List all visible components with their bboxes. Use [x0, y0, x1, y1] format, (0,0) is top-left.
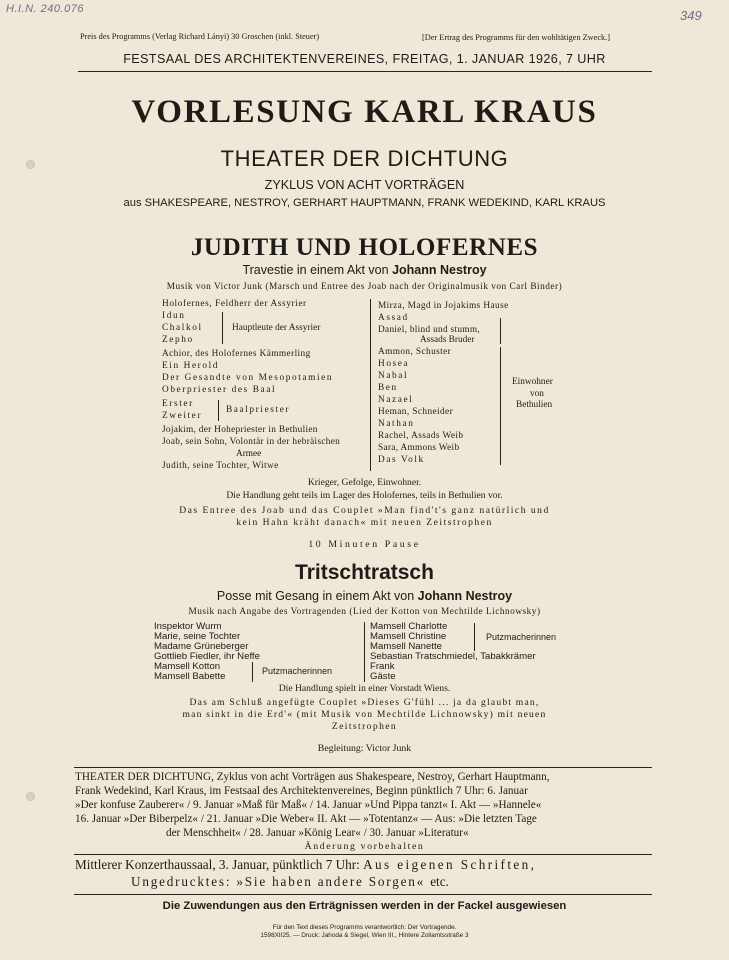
top-rule — [78, 71, 652, 72]
intermission: 10 Minuten Pause — [308, 539, 421, 550]
cast-gaeste: Gäste — [370, 671, 396, 682]
play2-author: Johann Nestroy — [417, 589, 513, 603]
cast-joab: Joab, sein Sohn, Volontär in der hebräischen — [162, 437, 341, 447]
einwohner-label-2: von — [530, 389, 544, 399]
concert-line-2 — [131, 874, 449, 890]
cast-volk: Das Volk — [378, 455, 425, 465]
play2-title: Tritschtratsch — [295, 561, 434, 584]
cast-joab-cont: Armee — [236, 449, 262, 459]
cast-christine: Mamsell Christine — [370, 631, 447, 642]
einwohner-label-3: Bethulien — [516, 400, 553, 410]
cast-hauptleute-label: Hauptleute der Assyrier — [232, 323, 321, 333]
cast-gesandte: Der Gesandte von Mesopotamien — [162, 373, 334, 383]
cast-nazael: Nazael — [378, 395, 414, 405]
price-note: Preis des Programms (Verlag Richard Lányi) 30 Groschen (inkl. Steuer) — [80, 32, 320, 41]
cast-herold: Ein Herold — [162, 361, 220, 371]
cast-nabal: Nabal — [378, 371, 409, 381]
brace-hauptleute — [222, 312, 223, 344]
cast-judith: Judith, seine Tochter, Witwe — [162, 461, 279, 471]
cast-erster: Erster — [162, 399, 194, 409]
concert-etc: etc. — [430, 874, 449, 889]
schedule-line-4: 16. Januar »Der Biberpelz« / 21. Januar »Die Weber« II. Akt — »Totentanz« — Aus: »Die letzten Tage — [75, 813, 537, 825]
concert-unprinted: Ungedrucktes: »Sie haben andere Sorgen« — [131, 874, 431, 889]
cast-jojakim: Jojakim, der Hohepriester in Bethulien — [162, 425, 318, 435]
cast-grueneberger: Madame Grüneberger — [154, 641, 249, 652]
play1-note-2: kein Hahn kräht danach« mit neuen Zeitstrophen — [236, 517, 493, 528]
cast-putz-right-label: Putzmacherinnen — [486, 632, 557, 642]
cast-idun: Idun — [162, 311, 186, 321]
concert-rule — [74, 894, 652, 895]
cast-hosea: Hosea — [378, 359, 410, 369]
cast-divider — [370, 299, 371, 471]
brace-baalpriester — [218, 400, 219, 421]
brace-daniel — [500, 318, 501, 344]
venue-line: FESTSAAL DES ARCHITEKTENVEREINES, FREITAG, 1. JANUAR 1926, 7 UHR — [123, 52, 606, 66]
concert-line-1 — [75, 857, 536, 873]
play1-extras: Krieger, Gefolge, Einwohner. — [307, 477, 422, 488]
authors-line: aus SHAKESPEARE, NESTROY, GERHART HAUPTMANN, FRANK WEDEKIND, KARL KRAUS — [123, 197, 606, 209]
play2-setting: Die Handlung spielt in einer Vorstadt Wiens. — [278, 683, 451, 694]
schedule-line-1: THEATER DER DICHTUNG, Zyklus von acht Vorträgen aus Shakespeare, Nestroy, Gerhart Hauptmann, — [75, 771, 550, 783]
cast-marie: Marie, seine Tochter — [154, 631, 241, 642]
play2-accompaniment: Begleitung: Victor Junk — [317, 743, 412, 754]
concert-program: Aus eigenen Schriften, — [363, 857, 537, 872]
play1-note-1: Das Entree des Joab und das Couplet »Man find't's ganz natürlich und — [179, 505, 550, 516]
archive-signature: H.I.N. 240.076 — [6, 3, 84, 15]
play1-author: Johann Nestroy — [392, 263, 487, 277]
archive-page-number: 349 — [680, 8, 702, 23]
cast-daniel: Daniel, blind und stumm, — [378, 325, 480, 335]
play2-subtitle-text: Posse mit Gesang in einem Akt von — [216, 589, 418, 603]
schedule-line-2: Frank Wedekind, Karl Kraus, im Festsaal des Architektenvereines, Beginn pünktlich 7 Uhr: 6. Januar — [75, 785, 528, 797]
play1-music: Musik von Victor Junk (Marsch und Entree des Joab nach der Originalmusik von Carl Binder) — [166, 282, 563, 292]
cast-putz-left-label: Putzmacherinnen — [262, 666, 333, 676]
cast-nanette: Mamsell Nanette — [370, 641, 442, 652]
cast-mirza: Mirza, Magd in Jojakims Hause — [378, 301, 509, 311]
footer-line-1: Für den Text dieses Programms verantwortlich: Der Vortragende. — [272, 924, 457, 931]
cast-frank: Frank — [370, 661, 395, 672]
brace-putz-right — [474, 623, 475, 651]
play1-title: JUDITH UND HOLOFERNES — [190, 234, 539, 261]
cast-daniel-cont: Assads Bruder — [420, 335, 475, 345]
main-title: VORLESUNG KARL KRAUS — [131, 94, 598, 130]
cast-charlotte: Mamsell Charlotte — [370, 621, 448, 632]
brace-einwohner — [500, 347, 501, 465]
cycle-line: ZYKLUS VON ACHT VORTRÄGEN — [264, 178, 465, 192]
schedule-changes: Änderung vorbehalten — [304, 841, 425, 852]
brace-putz-left — [252, 662, 253, 682]
cast-zepho: Zepho — [162, 335, 194, 345]
cast-sebastian: Sebastian Tratschmiedel, Tabakkrämer — [370, 651, 536, 662]
schedule-rule-top — [74, 767, 652, 768]
cast-wurm: Inspektor Wurm — [154, 621, 222, 632]
play2-note-1: Das am Schluß angefügte Couplet »Dieses G'fühl ... ja da glaubt man, — [189, 697, 540, 708]
play2-note-2: man sinkt in die Erd'« (mit Musik von Mechtilde Lichnowsky) mit neuen — [182, 709, 547, 720]
play2-music: Musik nach Angabe des Vortragenden (Lied der Kotton von Mechtilde Lichnowsky) — [188, 607, 541, 617]
fackel-note: Die Zuwendungen aus den Erträgnissen werden in der Fackel ausgewiesen — [162, 900, 567, 912]
schedule-rule-bottom — [74, 854, 652, 855]
proceeds-note: [Der Ertrag des Programms für den wohltätigen Zweck.] — [422, 33, 611, 42]
concert-venue: Mittlerer Konzerthaussaal, 3. Januar, pünktlich 7 Uhr: — [75, 857, 364, 872]
cast-sara: Sara, Ammons Weib — [378, 443, 460, 453]
play1-subtitle — [0, 263, 729, 277]
punch-hole-bottom — [26, 792, 35, 801]
cast-nathan: Nathan — [378, 419, 415, 429]
cast-achior: Achior, des Holofernes Kämmerling — [162, 349, 311, 359]
cast-ben: Ben — [378, 383, 398, 393]
cast-ammon: Ammon, Schuster — [378, 347, 452, 357]
cast-heman: Heman, Schneider — [378, 407, 454, 417]
cast-gottlieb: Gottlieb Fiedler, ihr Neffe — [154, 651, 260, 662]
cast-holofernes: Holofernes, Feldherr der Assyrier — [162, 299, 307, 309]
cast-assad: Assad — [378, 313, 409, 323]
series-title: THEATER DER DICHTUNG — [220, 146, 509, 171]
cast-oberpriester: Oberpriester des Baal — [162, 385, 277, 395]
einwohner-label-1: Einwohner — [512, 377, 553, 387]
cast-rachel: Rachel, Assads Weib — [378, 431, 464, 441]
cast-baalpriester-label: Baalpriester — [226, 405, 291, 415]
play1-setting: Die Handlung geht teils im Lager des Holofernes, teils in Bethulien vor. — [226, 490, 503, 501]
play2-note-3: Zeitstrophen — [331, 721, 398, 732]
cast-babette: Mamsell Babette — [154, 671, 226, 682]
play2-subtitle — [0, 589, 729, 603]
schedule-line-3: »Der konfuse Zauberer« / 9. Januar »Maß für Maß« / 14. Januar »Und Pippa tanzt« I. Akt — »Hannele« — [75, 799, 542, 811]
play1-subtitle-text: Travestie in einem Akt von — [242, 263, 393, 277]
cast-zweiter: Zweiter — [162, 411, 203, 421]
cast-divider-2 — [364, 622, 365, 682]
cast-kotton: Mamsell Kotton — [154, 661, 221, 672]
footer-line-2: 1598XII25. — Druck: Jahoda & Siegel, Wien III., Hintere Zollamtsstraße 3 — [260, 932, 469, 939]
cast-chalkol: Chalkol — [162, 323, 203, 333]
schedule-line-5: der Menschheit« / 28. Januar »König Lear« / 30. Januar »Literatur« — [166, 827, 469, 839]
